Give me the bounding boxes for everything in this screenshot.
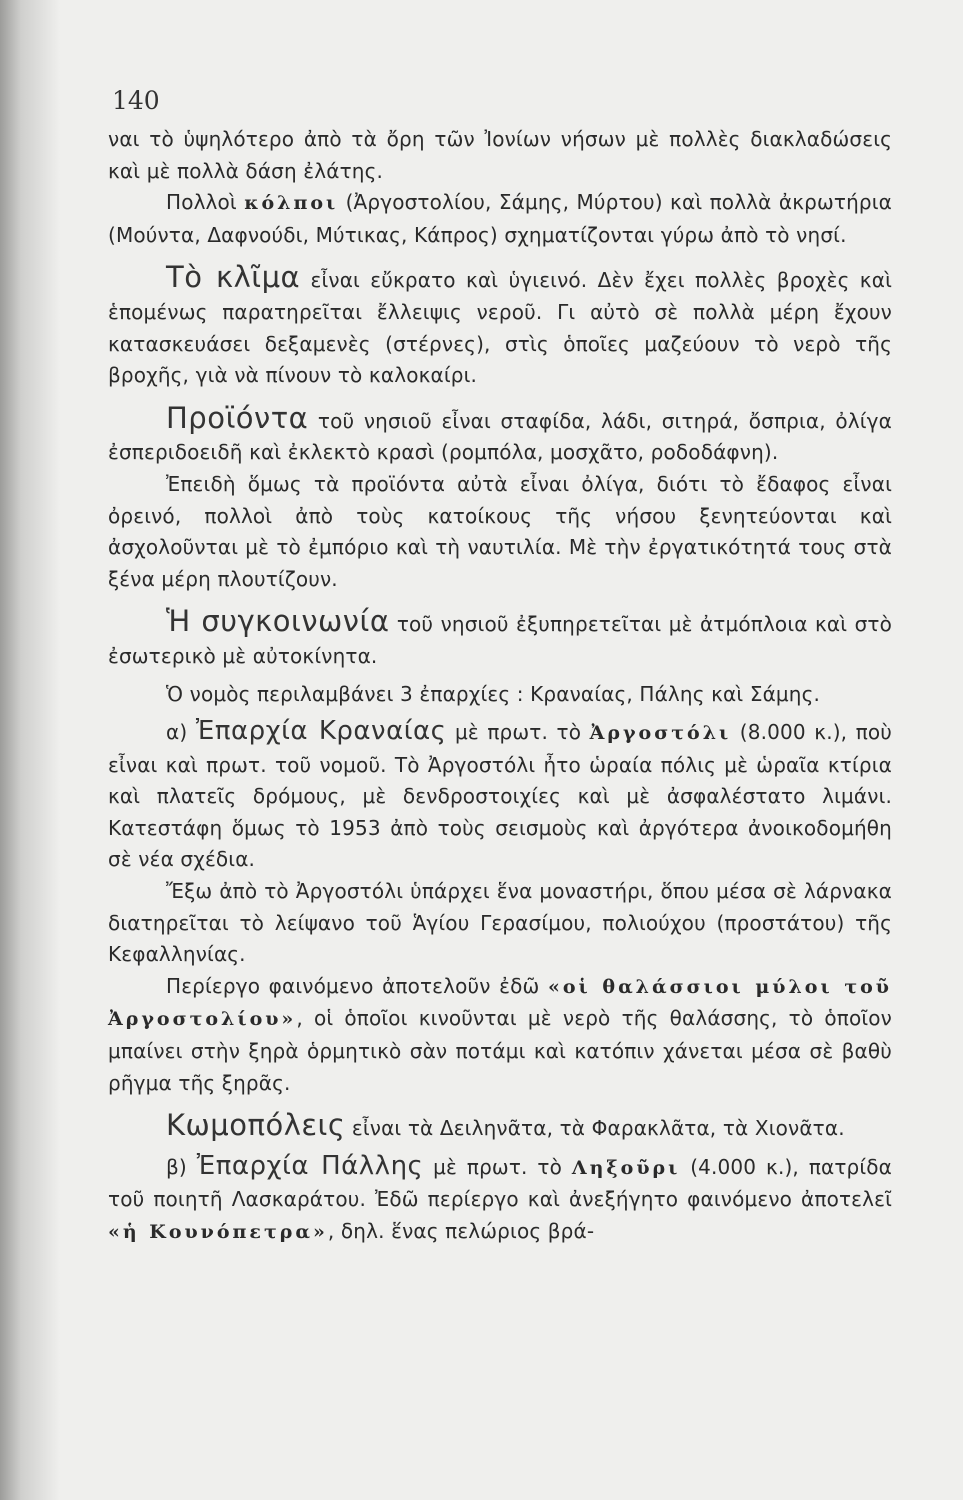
text-run: β)	[166, 1154, 197, 1179]
text-run: (8.000 κ.), ποὺ εἶναι καὶ πρωτ. τοῦ νομοῦ. Τὸ Ἀργοστόλι ἦτο ὡραία πόλις μὲ ὡραῖα κτίρια καὶ πλατεῖς δρόμους, μὲ δενδροστοιχίες καὶ μὲ ἀσφαλέστατο λιμάνι. Κατεστάφη ὅμως τὸ 1953 ἀπὸ τοὺς σεισμοὺς καὶ ἀργότερα ἀνοικοδομήθη σὲ νέα σχέδια.	[108, 720, 893, 872]
paragraph-sea-mills	[108, 971, 892, 1099]
paragraph-pali	[108, 1151, 892, 1249]
emphasis-gulfs: κόλποι	[244, 192, 339, 215]
paragraph-provinces	[108, 679, 892, 711]
emphasis-sea-mills: «οἱ θαλάσσιοι μύλοι τοῦ Ἀργοστολίου»	[108, 975, 892, 1031]
paragraph-mountains	[108, 124, 892, 187]
text-run: , δηλ. ἕνας πελώριος βρά-	[327, 1219, 595, 1243]
emphasis-lixouri: Ληξοῦρι	[571, 1156, 681, 1179]
paragraph-gulfs	[108, 187, 892, 251]
heading-pali: Ἐπαρχία Πάλλης	[196, 1150, 424, 1181]
paragraph-products	[108, 400, 892, 469]
text-run: μὲ πρωτ. τὸ	[446, 720, 590, 745]
paragraph-emigration	[108, 469, 892, 595]
paragraph-climate	[108, 262, 892, 391]
heading-townships: Κωμοπόλεις	[166, 1108, 346, 1143]
text-run: εἶναι τὰ Δειληνᾶτα, τὰ Φαρακλᾶτα, τὰ Χιονᾶτα.	[345, 1116, 845, 1141]
heading-products: Προϊόντα	[166, 400, 309, 435]
text-run: α)	[166, 720, 196, 745]
text-run: Ὁ νομὸς περιλαμβάνει 3 ἐπαρχίες : Κραναίας, Πάλης καὶ Σάμης.	[166, 681, 821, 706]
paragraph-transport	[108, 606, 892, 672]
heading-krania: Ἐπαρχία Κραναίας	[195, 716, 447, 747]
text-run: Ἐπειδὴ ὅμως τὰ προϊόντα αὐτὰ εἶναι ὀλίγα, διότι τὸ ἔδαφος εἶναι ὀρεινό, πολλοὶ ἀπὸ τοὺς κατοίκους τῆς νήσου ξενητεύονται καὶ ἀσχολοῦνται μὲ τὸ ἐμπόριο καὶ τὴ ναυτιλία. Μὲ τὴν ἐργατικότητά τους στὰ ξένα μέρη πλουτίζουν.	[108, 471, 892, 591]
text-run: Περίεργο φαινόμενο ἀποτελοῦν ἐδῶ	[166, 973, 548, 998]
page-number: 140	[112, 86, 160, 115]
text-run: Ἔξω ἀπὸ τὸ Ἀργοστόλι ὑπάρχει ἕνα μοναστήρι, ὅπου μέσα σὲ λάρνακα διατηρεῖται τὸ λείψανο τοῦ Ἁγίου Γερασίμου, πολιούχου (προστάτου) τῆς Κεφαλληνίας.	[108, 879, 892, 967]
text-run: τοῦ νησιοῦ εἶναι σταφίδα, λάδι, σιτηρά, ὄσπρια, ὀλίγα ἐσπεριδοειδῆ καὶ ἐκλεκτὸ κρασὶ (ρομπόλα, μοσχᾶτο, ροδοδάφνη).	[108, 408, 892, 465]
binding-shadow	[0, 0, 60, 1500]
heading-climate: Τὸ κλῖμα	[166, 260, 301, 295]
paragraph-townships	[108, 1110, 892, 1145]
emphasis-argostoli: Ἀργοστόλι	[589, 722, 732, 745]
text-run: , οἱ ὁποῖοι κινοῦνται μὲ νερὸ τῆς θαλάσσης, τὸ ὁποῖον μπαίνει στὴν ξηρὰ ὁρμητικὸ σὰν ποτάμι καὶ κατόπιν χάνεται μέσα σὲ βαθὺ ρῆγμα τῆς ξηρᾶς.	[108, 1006, 892, 1095]
text-run: τοῦ νησιοῦ ἐξυπηρετεῖται μὲ ἀτμόπλοια καὶ στὸ ἐσωτερικὸ μὲ αὐτοκίνητα.	[108, 612, 892, 668]
text-run: μὲ πρωτ. τὸ	[423, 1154, 572, 1179]
text-run: εἶναι εὔκρατο καὶ ὑγιεινό. Δὲν ἔχει πολλὲς βροχὲς καὶ ἑπομένως παρατηρεῖται ἔλλειψις νεροῦ. Γι αὐτὸ σὲ πολλὰ μέρη ἔχουν κατασκευάσει δεξαμενὲς (στέρνες), στὶς ὁποῖες μαζεύουν τὸ νερὸ τῆς βροχῆς, γιὰ νὰ πίνουν τὸ καλοκαίρι.	[108, 268, 892, 388]
text-body	[108, 124, 892, 1249]
text-run: (Ἀργοστολίου, Σάμης, Μύρτου) καὶ πολλὰ ἀκρωτήρια (Μούντα, Δαφνούδι, Μύτικας, Κάπρος) σχηματίζονται γύρω ἀπὸ τὸ νησί.	[108, 190, 892, 247]
paragraph-krania	[108, 716, 892, 876]
text-run: ναι τὸ ὑψηλότερο ἀπὸ τὰ ὄρη τῶν Ἰονίων νήσων μὲ πολλὲς διακλαδώσεις καὶ μὲ πολλὰ δάση ἐλάτης.	[108, 127, 892, 183]
heading-transport: Ἡ συγκοινωνία	[166, 604, 390, 639]
emphasis-kounopetra: «ἡ Κουνόπετρα»	[108, 1221, 328, 1243]
text-run: (4.000 κ.), πατρίδα τοῦ ποιητῆ Λασκαράτου. Ἐδῶ περίεργο καὶ ἀνεξήγητο φαινόμενο ἀποτελεῖ	[108, 1154, 893, 1212]
text-run: Πολλοὶ	[166, 190, 245, 215]
paragraph-monastery	[108, 876, 892, 971]
